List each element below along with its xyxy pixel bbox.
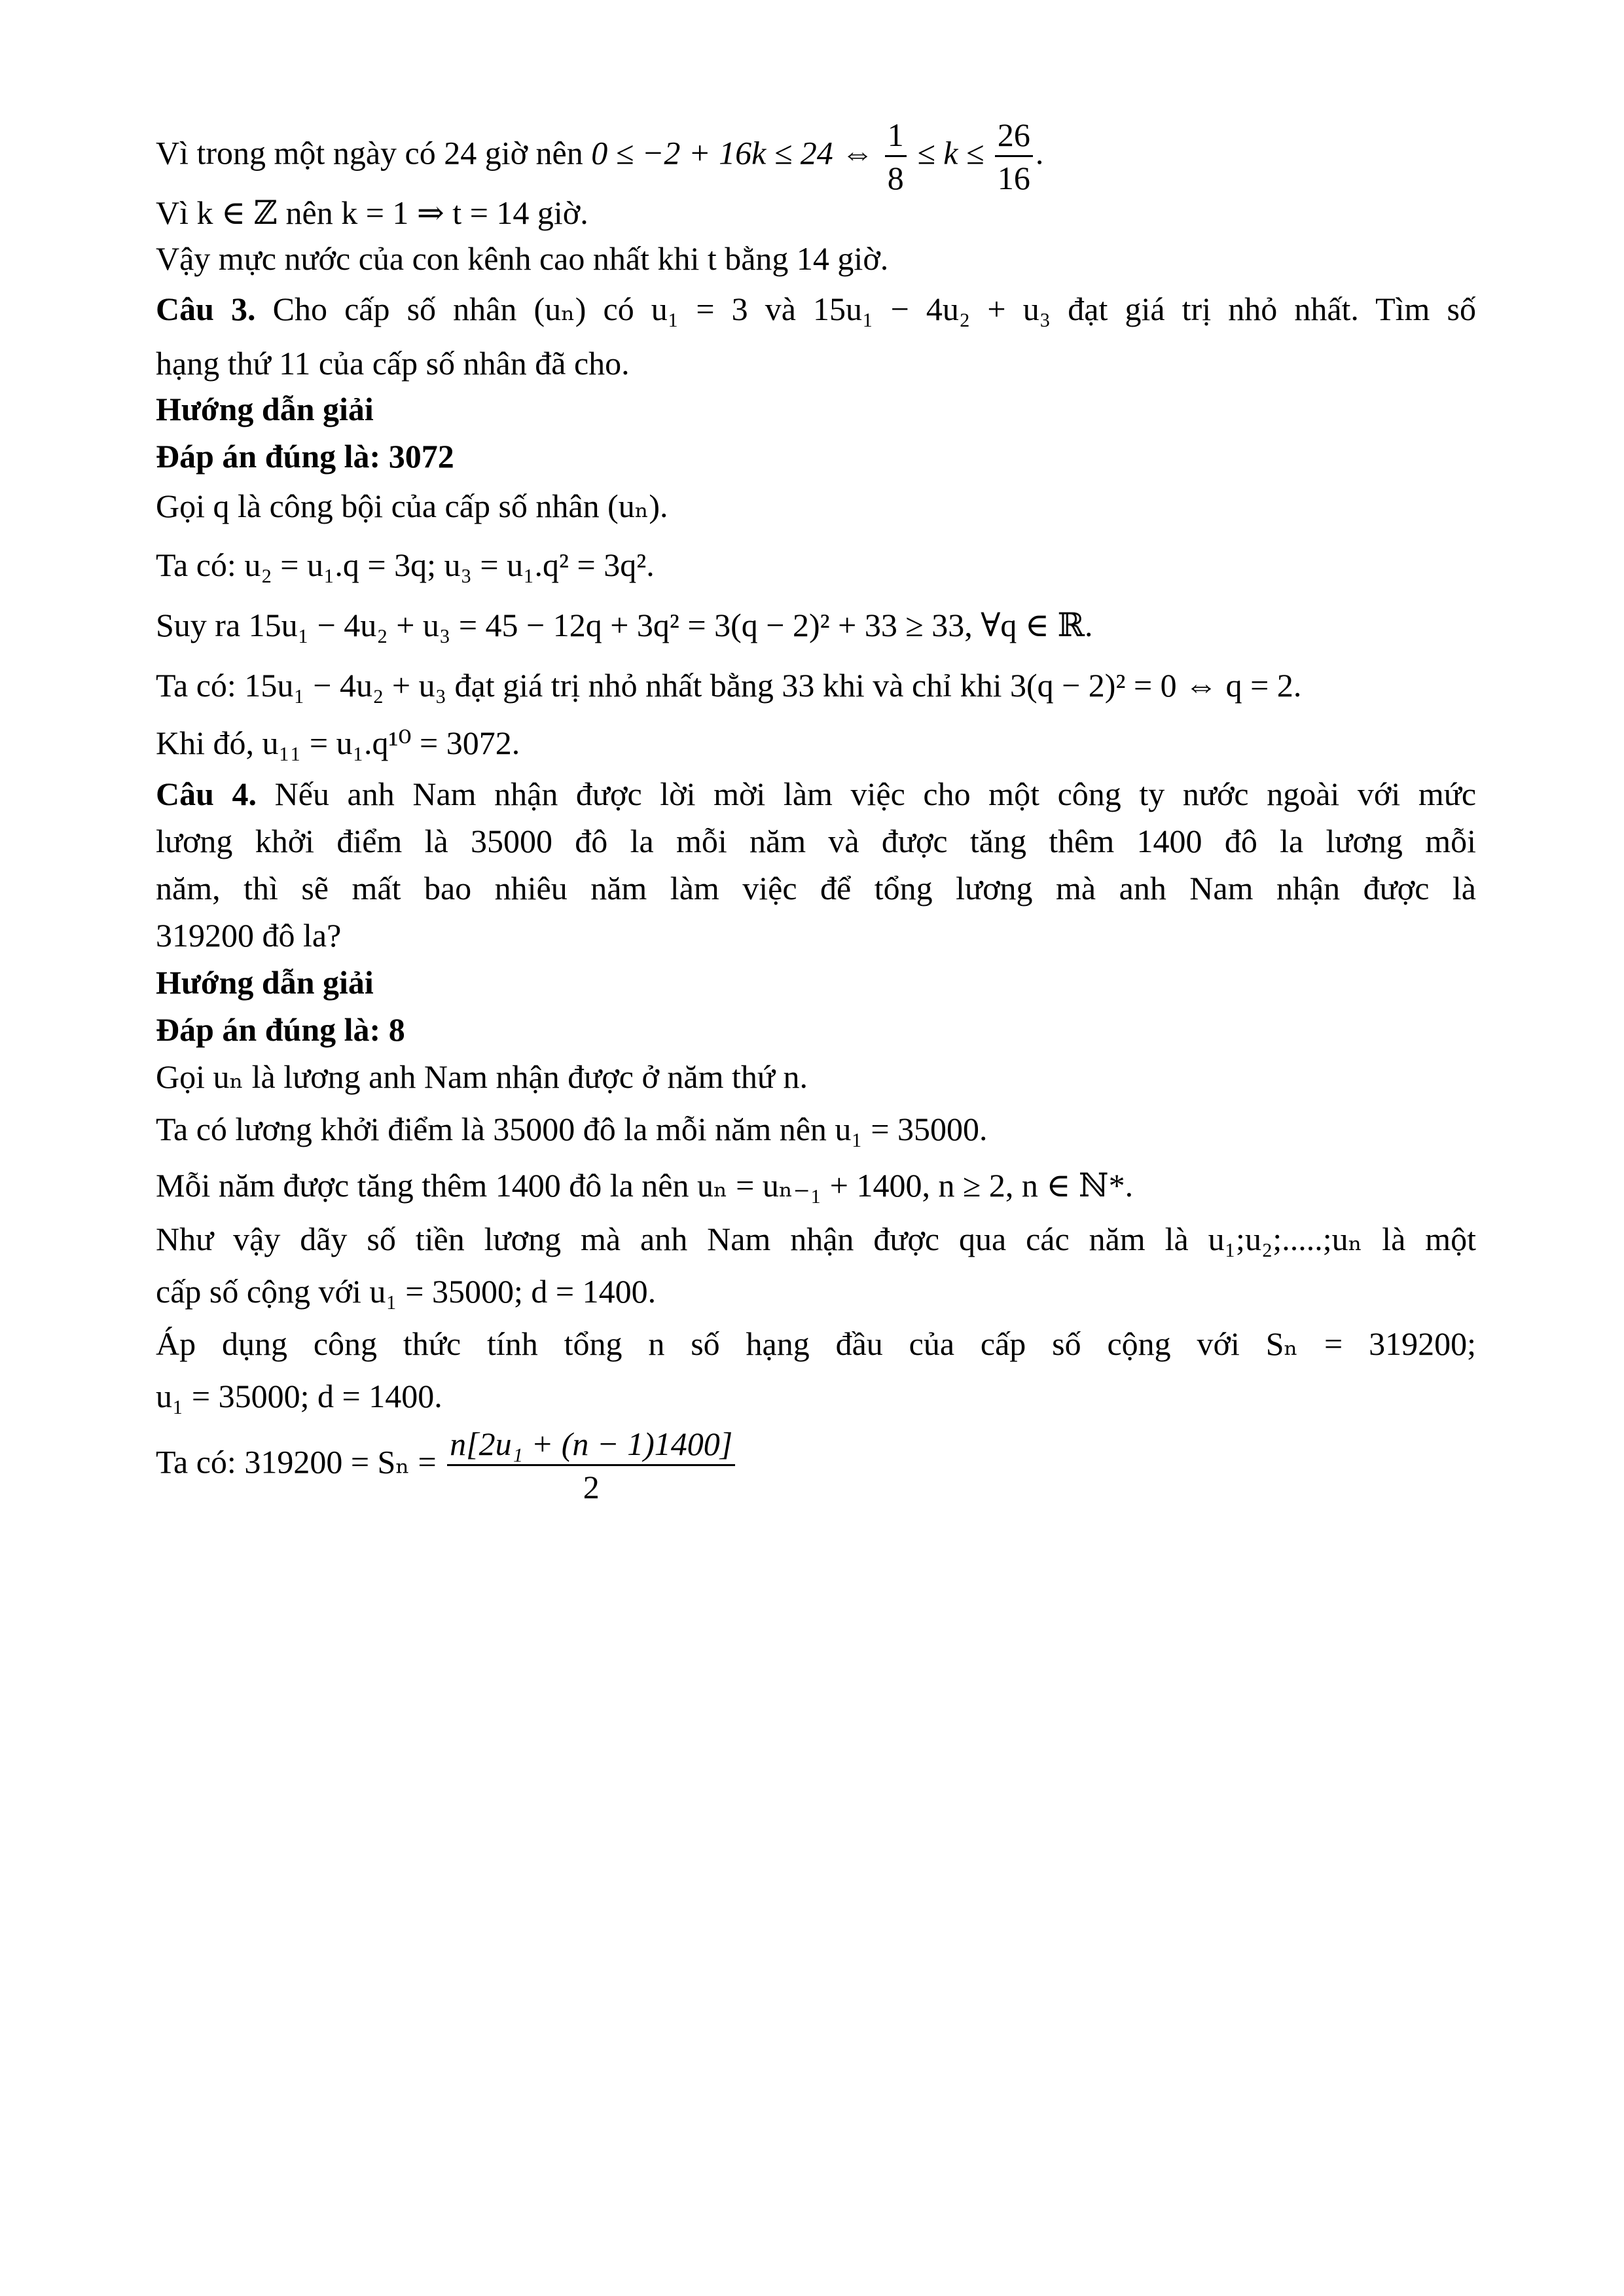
question-4-line-1 — [156, 778, 1476, 810]
question-3-line-1 — [156, 293, 1476, 325]
guide-heading-q4: Hướng dẫn giải — [156, 964, 374, 1001]
q4-step-1: Gọi uₙ là lương anh Nam nhận được ở năm thứ n. — [156, 1058, 808, 1095]
q3-step-1: Gọi q là công bội của cấp số nhân (uₙ). — [156, 488, 668, 524]
question-4-label: Câu 4. — [156, 776, 257, 812]
q4-step-6: Áp dụng công thức tính tổng n số hạng đầu của cấp số cộng với Sₙ = 319200; — [156, 1325, 1476, 1362]
period: . — [1035, 134, 1044, 171]
fraction-numerator: n[2u₁ + (n − 1)1400] — [447, 1427, 735, 1466]
q3-step-2: Ta có: u₂ = u₁.q = 3q; u₃ = u₁.q² = 3q². — [156, 547, 655, 583]
fraction-1-8 — [885, 118, 907, 195]
q3-step-4: Ta có: 15u₁ − 4u₂ + u₃ đạt giá trị nhỏ nhất bằng 33 khi và chỉ khi 3(q − 2)² = 0 ⇔ q = 2. — [156, 667, 1302, 704]
math-k-bounds: ≤ k ≤ — [909, 134, 992, 171]
fraction-numerator: 26 — [995, 118, 1033, 157]
fraction-denominator: 8 — [887, 159, 904, 196]
q4-step-3: Mỗi năm được tăng thêm 1400 đô la nên uₙ = uₙ₋₁ + 1400, n ≥ 2, n ∈ ℕ*. — [156, 1167, 1134, 1204]
question-3-line-2: hạng thứ 11 của cấp số nhân đã cho. — [156, 345, 630, 382]
guide-heading-q3: Hướng dẫn giải — [156, 391, 374, 427]
fraction-numerator: 1 — [885, 118, 907, 157]
q4-step-2: Ta có lương khởi điểm là 35000 đô la mỗi năm nên u₁ = 35000. — [156, 1111, 988, 1147]
q4-step-8-sum-formula — [156, 1427, 738, 1504]
q4-step-7: u₁ = 35000; d = 1400. — [156, 1378, 442, 1414]
question-4-line-4: 319200 đô la? — [156, 917, 342, 954]
fraction-denominator: 16 — [997, 159, 1030, 196]
sum-fraction — [447, 1427, 735, 1504]
sum-lhs: Ta có: 319200 = Sₙ = — [156, 1443, 445, 1480]
math-inequality: 0 ≤ −2 + 16k ≤ 24 ⇔ — [591, 134, 882, 171]
fraction-26-16 — [995, 118, 1033, 195]
question-3-text: Cho cấp số nhân (uₙ) có u₁ = 3 và 15u₁ − 4u₂ + u₃ đạt giá trị nhỏ nhất. Tìm số — [272, 291, 1476, 327]
solution-line-k-integer: Vì k ∈ ℤ nên k = 1 ⇒ t = 14 giờ. — [156, 194, 588, 231]
text: Vì trong một ngày có 24 giờ nên — [156, 134, 592, 171]
q4-step-4: Như vậy dãy số tiền lương mà anh Nam nhận được qua các năm là u₁;u₂;.....;uₙ là một — [156, 1221, 1476, 1257]
fraction-denominator: 2 — [583, 1468, 600, 1505]
question-4-line-2: lương khởi điểm là 35000 đô la mỗi năm và được tăng thêm 1400 đô la lương mỗi — [156, 823, 1476, 859]
question-4-text: Nếu anh Nam nhận được lời mời làm việc cho một công ty nước ngoài với mức — [274, 776, 1477, 812]
answer-q3: Đáp án đúng là: 3072 — [156, 438, 454, 475]
answer-q4: Đáp án đúng là: 8 — [156, 1011, 405, 1048]
q3-step-3: Suy ra 15u₁ − 4u₂ + u₃ = 45 − 12q + 3q² = 3(q − 2)² + 33 ≥ 33, ∀q ∈ ℝ. — [156, 607, 1093, 643]
q3-step-5: Khi đó, u₁₁ = u₁.q¹⁰ = 3072. — [156, 725, 520, 761]
question-4-line-3: năm, thì sẽ mất bao nhiêu năm làm việc để tổng lương mà anh Nam nhận được là — [156, 870, 1476, 906]
q4-step-5: cấp số cộng với u₁ = 35000; d = 1400. — [156, 1273, 657, 1310]
solution-line-conclusion: Vậy mực nước của con kênh cao nhất khi t bằng 14 giờ. — [156, 240, 889, 277]
solution-line-inequality — [156, 118, 1043, 195]
question-3-label: Câu 3. — [156, 291, 256, 327]
